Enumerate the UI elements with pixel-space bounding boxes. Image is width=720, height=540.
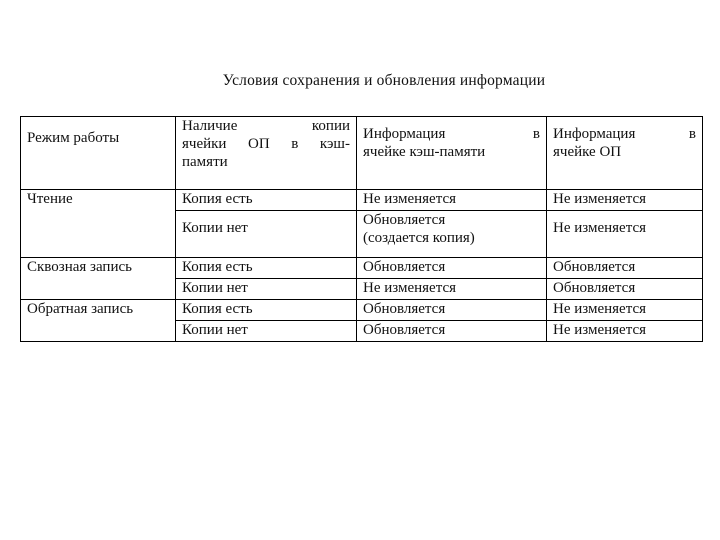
header-cache-word: Информация (363, 126, 446, 142)
cell-copy: Копия есть (176, 300, 357, 321)
header-ram-line1 (553, 125, 696, 143)
header-cache-word: в (532, 126, 540, 142)
header-ram-info (547, 117, 703, 190)
header-mode (21, 117, 176, 190)
header-copy-word: в (291, 136, 299, 152)
cell-cache (357, 211, 547, 258)
cell-mode (21, 211, 176, 258)
header-ram-line2: ячейке ОП (553, 144, 622, 160)
header-ram-word: в (688, 126, 696, 142)
header-copy-word: кэш- (319, 136, 350, 152)
cell-copy: Копия есть (176, 258, 357, 279)
cell-mode: Чтение (21, 190, 176, 211)
header-copy-presence (176, 117, 357, 190)
header-mode-label: Режим работы (27, 130, 120, 146)
cell-cache: Обновляется (357, 321, 547, 342)
cell-ram: Обновляется (547, 258, 703, 279)
header-copy-word: ячейки (182, 136, 227, 152)
table-header-row (21, 117, 703, 190)
cell-copy: Копии нет (176, 279, 357, 300)
header-copy-line1 (182, 117, 350, 135)
header-copy-line2 (182, 135, 350, 153)
cell-ram: Не изменяется (547, 190, 703, 211)
cell-copy: Копии нет (176, 211, 357, 258)
header-ram-word: Информация (553, 126, 636, 142)
header-copy-word: Наличие (182, 118, 238, 134)
page-title: Условия сохранения и обновления информации (222, 72, 546, 89)
cell-mode (21, 279, 176, 300)
cell-ram: Не изменяется (547, 211, 703, 258)
cell-cache: Обновляется (357, 258, 547, 279)
cell-cache: Не изменяется (357, 190, 547, 211)
cell-mode: Обратная запись (21, 300, 176, 321)
table-row (21, 211, 703, 258)
cell-ram: Обновляется (547, 279, 703, 300)
cache-conditions-table (20, 116, 703, 342)
cell-cache-line: Обновляется (363, 212, 446, 228)
cell-copy: Копия есть (176, 190, 357, 211)
table-row (21, 279, 703, 300)
cell-mode (21, 321, 176, 342)
table-row (21, 258, 703, 279)
cell-mode: Сквозная запись (21, 258, 176, 279)
header-copy-word: ОП (248, 136, 270, 152)
table-row (21, 321, 703, 342)
header-cache-line2: ячейке кэш-памяти (363, 144, 486, 160)
cell-cache-line: (создается копия) (363, 230, 475, 246)
cell-copy: Копии нет (176, 321, 357, 342)
table-row (21, 190, 703, 211)
header-copy-word: копии (311, 118, 350, 134)
cell-cache: Обновляется (357, 300, 547, 321)
cell-ram: Не изменяется (547, 321, 703, 342)
header-cache-info (357, 117, 547, 190)
cell-ram: Не изменяется (547, 300, 703, 321)
table-row (21, 300, 703, 321)
cell-cache: Не изменяется (357, 279, 547, 300)
header-cache-line1 (363, 125, 540, 143)
header-copy-line3: памяти (182, 154, 228, 170)
